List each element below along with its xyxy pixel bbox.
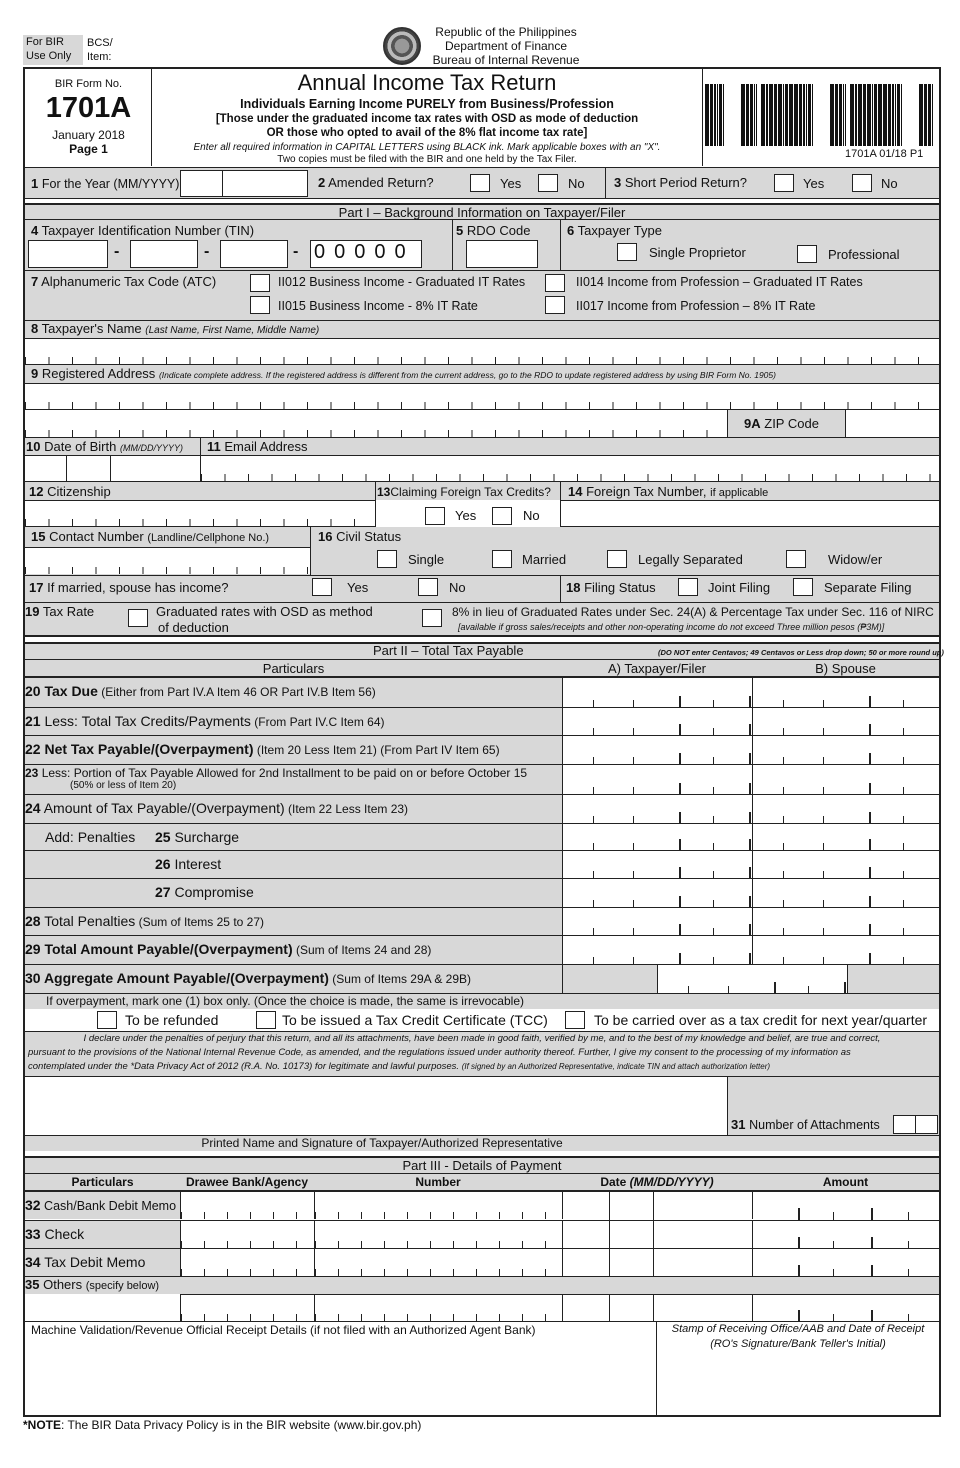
item-9a-num: 9A [744, 416, 761, 431]
privacy-note: : The BIR Data Privacy Policy is in the BIR website (www.bir.gov.ph) [61, 1418, 422, 1432]
amended-no-label: No [568, 176, 585, 191]
eight-percent-note: [available if gross sales/receipts and other non-operating income do not exceed Three million pesos (₱3M)] [458, 622, 885, 632]
item-25-num: 25 [155, 829, 171, 845]
tin-field-1[interactable] [28, 240, 108, 268]
foreign-credits-no-label: No [523, 508, 540, 523]
amended-yes-checkbox[interactable] [470, 174, 490, 192]
graduated-rates-checkbox[interactable] [128, 609, 148, 627]
form-subtitle-3: OR those who opted to avail of the 8% flat income tax rate] [266, 127, 588, 139]
joint-filing-label: Joint Filing [708, 580, 771, 595]
zip-code-input[interactable] [845, 410, 939, 437]
item-12-num: 12 [29, 484, 44, 499]
atc-ii017-label: II017 Income from Profession – 8% IT Rate [576, 299, 816, 313]
net-tax-payable-note: (Item 20 Less Item 21) (From Part IV Item 65) [253, 743, 500, 757]
item-7-num: 7 [31, 274, 39, 289]
rdo-code-input[interactable] [466, 240, 538, 268]
rdo-code-label: RDO Code [466, 223, 531, 238]
civil-status-label: Civil Status [336, 529, 402, 544]
spouse-income-yes-label: Yes [347, 580, 369, 595]
email-input[interactable] [201, 455, 939, 482]
aggregate-amount-note: (Sum of Items 29A & 29B) [328, 972, 472, 986]
part-3-particulars-header: Particulars [71, 1175, 134, 1189]
declaration-line-2: pursuant to the provisions of the National Internal Revenue Code, as amended, and the regulations issued under authority thereof. Further, I give my consent to the processing of my information as [28, 1047, 851, 1058]
amount-payable-taxpayer-input[interactable] [562, 794, 752, 823]
for-the-year-label: For the Year (MM/YYYY) [41, 177, 180, 191]
instructions-2: Two copies must be filed with the BIR and one held by the Tax Filer. [277, 154, 577, 165]
cash-debit-memo-amount-input[interactable] [752, 1191, 939, 1219]
total-amount-payable-note: (Sum of Items 24 and 28) [292, 943, 432, 957]
surcharge-label: Surcharge [170, 829, 240, 845]
tin-label: Taxpayer Identification Number (TIN) [41, 223, 255, 238]
item-15-num: 15 [31, 529, 46, 544]
taxpayer-name-label: Taxpayer's Name [41, 321, 142, 336]
registered-address-label: Registered Address [41, 366, 156, 381]
instructions-1: Enter all required information in CAPITAL LETTERS using BLACK ink. Mark applicable boxes with an "X". [193, 142, 661, 153]
form-number: 1701A [45, 92, 132, 124]
tax-credits-label: Less: Total Tax Credits/Payments [40, 713, 251, 729]
eight-percent-label: 8% in lieu of Graduated Rates under Sec. 24(A) & Percentage Tax under Sec. 116 of NIRC [452, 605, 934, 619]
note-bold: *NOTE [23, 1418, 62, 1432]
tax-due-note: (Either from Part IV.A Item 46 OR Part IV.B Item 56) [97, 685, 376, 699]
total-penalties-taxpayer-input[interactable] [562, 907, 752, 935]
check-bank-input[interactable] [180, 1220, 314, 1248]
particulars-header: Particulars [262, 661, 325, 676]
tin-dash-3: - [293, 243, 299, 260]
amount-payable-label: Amount of Tax Payable/(Overpayment) [40, 800, 285, 816]
tin-dash-1: - [114, 243, 120, 260]
item-23-num: 23 [25, 766, 39, 780]
others-amount-input[interactable] [752, 1294, 939, 1321]
short-period-yes-label: Yes [803, 176, 825, 191]
item-26-num: 26 [155, 856, 171, 872]
tax-due-spouse-input[interactable] [752, 677, 939, 707]
item-35-num: 35 [25, 1277, 40, 1292]
spouse-column-header: B) Spouse [815, 661, 876, 676]
foreign-tax-number-note: if applicable [710, 487, 769, 499]
net-tax-payable-spouse-input[interactable] [752, 735, 939, 764]
foreign-tax-number-input[interactable] [561, 500, 939, 527]
attachments-label: Number of Attachments [749, 1118, 880, 1132]
citizenship-input[interactable] [25, 500, 375, 527]
item-8-num: 8 [31, 321, 39, 336]
compromise-spouse-input[interactable] [752, 878, 939, 907]
aggregate-amount-filler-2 [847, 964, 939, 993]
dob-label: Date of Birth [44, 439, 117, 454]
carry-over-checkbox[interactable] [565, 1011, 585, 1029]
foreign-credits-yes-checkbox[interactable] [425, 507, 445, 525]
declaration-line-3: contemplated under the *Data Privacy Act of 2012 (R.A. No. 10173) for legitimate and lawful purposes. [28, 1061, 460, 1072]
use-only-label: Use Only [26, 50, 72, 62]
stamp-label-2: (RO's Signature/Bank Teller's Initial) [710, 1338, 886, 1350]
legally-separated-label: Legally Separated [638, 552, 743, 567]
second-installment-taxpayer-input[interactable] [562, 764, 752, 794]
stamp-label: Stamp of Receiving Office/AAB and Date of Receipt [671, 1323, 925, 1335]
tcc-label: To be issued a Tax Credit Certificate (TCC) [282, 1012, 548, 1028]
item-13-num: 13 [377, 485, 391, 499]
registered-address-input-2[interactable] [25, 410, 727, 437]
aggregate-amount-filler [562, 964, 657, 993]
item-label: Item: [87, 51, 112, 63]
taxpayer-column-header: A) Taxpayer/Filer [607, 661, 706, 676]
total-penalties-label: Total Penalties [40, 913, 136, 929]
form-subtitle-2: [Those under the graduated income tax rates with OSD as mode of deduction [215, 113, 639, 125]
item-14-num: 14 [568, 484, 583, 499]
item-5-num: 5 [456, 223, 464, 238]
item-34-num: 34 [25, 1254, 41, 1270]
machine-validation-label: Machine Validation/Revenue Official Receipt Details (if not filed with an Authorized Agent Bank) [31, 1323, 536, 1337]
others-label: Others [43, 1277, 83, 1292]
interest-taxpayer-input[interactable] [562, 850, 752, 878]
atc-ii015-checkbox[interactable] [250, 296, 270, 314]
item-17-num: 17 [29, 580, 44, 595]
check-label: Check [40, 1226, 85, 1242]
atc-ii012-label: II012 Business Income - Graduated IT Rates [278, 275, 526, 289]
tin-dash-2: - [204, 243, 210, 260]
aggregate-amount-input[interactable] [657, 964, 847, 993]
atc-ii015-label: II015 Business Income - 8% IT Rate [278, 299, 478, 313]
item-10-num: 10 [26, 439, 41, 454]
item-24-num: 24 [25, 800, 41, 816]
atc-ii014-label: II014 Income from Profession – Graduated IT Rates [576, 275, 863, 289]
item-32-num: 32 [25, 1197, 41, 1213]
spouse-income-yes-checkbox[interactable] [312, 578, 332, 596]
item-4-num: 4 [31, 223, 39, 238]
graduated-rates-label-2: of deduction [158, 620, 229, 635]
amount-header: Amount [822, 1175, 869, 1189]
dof-text: Department of Finance [444, 39, 568, 53]
spouse-income-label: If married, spouse has income? [47, 580, 229, 595]
surcharge-spouse-input[interactable] [752, 823, 939, 850]
married-checkbox[interactable] [492, 550, 512, 568]
widow-label: Widow/er [828, 552, 883, 567]
tcc-checkbox[interactable] [256, 1011, 276, 1029]
atc-label: Alphanumeric Tax Code (ATC) [41, 274, 217, 289]
date-format-header: (MM/DD/YYYY) [629, 1175, 714, 1189]
filing-status-label: Filing Status [584, 580, 656, 595]
cash-debit-memo-number-input[interactable] [314, 1191, 562, 1219]
for-bir-label: For BIR [26, 36, 64, 48]
check-date-input[interactable] [562, 1220, 752, 1248]
short-period-label: Short Period Return? [624, 175, 747, 190]
bir-text: Bureau of Internal Revenue [432, 53, 580, 67]
foreign-credits-yes-label: Yes [455, 508, 477, 523]
total-penalties-spouse-input[interactable] [752, 907, 939, 935]
second-installment-spouse-input[interactable] [752, 764, 939, 794]
item-9-num: 9 [31, 366, 39, 381]
bcs-label: BCS/ [87, 37, 113, 49]
drawee-bank-header: Drawee Bank/Agency [185, 1175, 309, 1189]
cash-debit-memo-label: Cash/Bank Debit Memo [40, 1199, 177, 1213]
tax-credits-spouse-input[interactable] [752, 707, 939, 735]
declaration-line-1: I declare under the penalties of perjury that this return, and all its attachments, have been made in good faith, verified by me, and to the best of my knowledge and belief, are true and correct, [83, 1033, 881, 1044]
item-18-num: 18 [566, 580, 581, 595]
widow-checkbox[interactable] [786, 550, 806, 568]
registered-address-input-1[interactable] [25, 383, 939, 410]
year-input[interactable] [180, 170, 308, 197]
married-label: Married [522, 552, 567, 567]
total-penalties-note: (Sum of Items 25 to 27) [135, 915, 264, 929]
item-16-num: 16 [318, 529, 333, 544]
number-header: Number [415, 1175, 461, 1189]
item-3-num: 3 [614, 175, 622, 190]
second-installment-note: (50% or less of Item 20) [70, 780, 177, 791]
dob-format-note: (MM/DD/YYYY) [119, 443, 183, 453]
email-label: Email Address [224, 439, 308, 454]
citizenship-label: Citizenship [47, 484, 111, 499]
amended-yes-label: Yes [500, 176, 522, 191]
total-amount-payable-label: Total Amount Payable/(Overpayment) [40, 941, 293, 957]
atc-ii012-checkbox[interactable] [250, 274, 270, 292]
tax-rate-label: Tax Rate [42, 604, 95, 619]
contact-number-label: Contact Number [49, 529, 144, 544]
compromise-label: Compromise [170, 884, 254, 900]
foreign-tax-credits-label: Claiming Foreign Tax Credits? [390, 485, 551, 499]
others-number-input[interactable] [314, 1294, 562, 1321]
part-2-title: Part II – Total Tax Payable [373, 643, 524, 658]
professional-label: Professional [828, 247, 900, 262]
short-period-no-label: No [881, 176, 898, 191]
tax-due-label: Tax Due [40, 683, 98, 699]
check-number-input[interactable] [314, 1220, 562, 1248]
amount-payable-note: (Item 22 Less Item 23) [284, 802, 409, 816]
item-33-num: 33 [25, 1226, 41, 1242]
item-28-num: 28 [25, 913, 41, 929]
tin-branch-code: 00000 [314, 241, 415, 263]
others-label-row [25, 1276, 939, 1294]
short-period-yes-checkbox[interactable] [774, 174, 794, 192]
net-tax-payable-taxpayer-input[interactable] [562, 735, 752, 764]
refund-checkbox[interactable] [97, 1011, 117, 1029]
tax-debit-memo-date-input[interactable] [562, 1248, 752, 1276]
tax-debit-memo-label: Tax Debit Memo [40, 1254, 146, 1270]
taxpayer-type-label: Taxpayer Type [577, 223, 662, 238]
check-amount-input[interactable] [752, 1220, 939, 1248]
spouse-income-no-label: No [449, 580, 466, 595]
signature-area[interactable] [25, 1076, 727, 1135]
row-interest [25, 850, 562, 878]
foreign-tax-number-label: Foreign Tax Number, [586, 484, 707, 499]
graduated-rates-label: Graduated rates with OSD as method [156, 604, 373, 619]
row-compromise [25, 878, 562, 907]
centavos-note: (DO NOT enter Centavos; 49 Centavos or Less drop down; 50 or more round up) [658, 648, 944, 657]
form-date: January 2018 [52, 128, 125, 142]
net-tax-payable-label: Net Tax Payable/(Overpayment) [40, 741, 254, 757]
single-label: Single [408, 552, 445, 567]
cash-debit-memo-date-input[interactable] [562, 1191, 752, 1219]
atc-ii014-checkbox[interactable] [545, 274, 565, 292]
amount-payable-spouse-input[interactable] [752, 794, 939, 823]
separate-filing-checkbox[interactable] [793, 578, 813, 596]
item-1-num: 1 [31, 176, 39, 191]
contact-number-note: (Landline/Cellphone No.) [147, 532, 270, 544]
item-2-num: 2 [318, 175, 326, 190]
form-title: Annual Income Tax Return [297, 70, 557, 95]
others-note: (specify below) [85, 1280, 160, 1292]
taxpayer-name-note: (Last Name, First Name, Middle Name) [145, 325, 320, 336]
barcode-image [705, 84, 935, 146]
republic-text: Republic of the Philippines [435, 25, 577, 39]
aggregate-amount-label: Aggregate Amount Payable/(Overpayment) [40, 970, 329, 986]
legally-separated-checkbox[interactable] [607, 550, 627, 568]
bir-seal-logo [383, 27, 421, 65]
form-no-label: BIR Form No. [54, 78, 123, 90]
tax-credits-note: (From Part IV.C Item 64) [250, 715, 385, 729]
declaration-note: (If signed by an Authorized Representative, indicate TIN and attach authorization letter) [461, 1062, 771, 1071]
joint-filing-checkbox[interactable] [678, 578, 698, 596]
tax-credits-taxpayer-input[interactable] [562, 707, 752, 735]
item-29-num: 29 [25, 941, 41, 957]
interest-label: Interest [170, 856, 222, 872]
item-22-num: 22 [25, 741, 41, 757]
compromise-taxpayer-input[interactable] [562, 878, 752, 907]
item-6-num: 6 [567, 223, 575, 238]
item-11-num: 11 [207, 439, 221, 454]
overpayment-instruction: If overpayment, mark one (1) box only. (Once the choice is made, the same is irrevocable) [46, 994, 524, 1008]
carry-over-label: To be carried over as a tax credit for next year/quarter [594, 1012, 928, 1028]
separate-filing-label: Separate Filing [824, 580, 912, 595]
interest-spouse-input[interactable] [752, 850, 939, 878]
atc-ii017-checkbox[interactable] [545, 296, 565, 314]
add-penalties-label: Add: Penalties [45, 829, 136, 845]
tax-due-taxpayer-input[interactable] [562, 677, 752, 707]
part-1-title: Part I – Background Information on Taxpayer/Filer [25, 203, 939, 220]
registered-address-note: (Indicate complete address. If the registered address is different from the current address, go to the RDO to update registered address by using BIR Form No. 1905) [158, 370, 776, 380]
tax-debit-memo-bank-input[interactable] [180, 1248, 314, 1276]
short-period-no-checkbox[interactable] [852, 174, 872, 192]
total-amount-payable-spouse-input[interactable] [752, 935, 939, 964]
tin-field-2[interactable] [130, 240, 198, 268]
item-27-num: 27 [155, 884, 171, 900]
barcode-code: 1701A 01/18 P1 [845, 148, 924, 160]
surcharge-taxpayer-input[interactable] [562, 823, 752, 850]
item-19-num: 19 [25, 604, 40, 619]
foreign-credits-no-checkbox[interactable] [492, 507, 512, 525]
amended-return-label: Amended Return? [328, 175, 434, 190]
part-3-title: Part III - Details of Payment [402, 1158, 562, 1173]
cash-debit-memo-bank-input[interactable] [180, 1191, 314, 1219]
contact-number-input[interactable] [25, 547, 310, 574]
item-31-num: 31 [731, 1117, 746, 1132]
single-proprietor-checkbox[interactable] [617, 243, 637, 261]
page-number: Page 1 [69, 142, 108, 156]
eight-percent-checkbox[interactable] [422, 609, 442, 627]
taxpayer-name-input[interactable] [25, 338, 939, 365]
professional-checkbox[interactable] [797, 245, 817, 263]
item-20-num: 20 [25, 683, 41, 699]
others-date-input[interactable] [562, 1294, 752, 1321]
amended-no-checkbox[interactable] [538, 174, 558, 192]
item-30-num: 30 [25, 970, 41, 986]
refund-label: To be refunded [125, 1012, 219, 1028]
zip-code-label: ZIP Code [764, 416, 819, 431]
others-bank-input[interactable] [180, 1294, 314, 1321]
second-installment-label: Less: Portion of Tax Payable Allowed for 2nd Installment to be paid on or before October 15 [38, 766, 528, 780]
form-subtitle: Individuals Earning Income PURELY from Business/Profession [240, 97, 614, 111]
single-proprietor-label: Single Proprietor [649, 245, 746, 260]
tin-field-3[interactable] [220, 240, 288, 268]
dob-input[interactable] [25, 455, 200, 482]
item-21-num: 21 [25, 713, 41, 729]
spouse-income-no-checkbox[interactable] [418, 578, 438, 596]
single-checkbox[interactable] [377, 550, 397, 568]
signature-caption: Printed Name and Signature of Taxpayer/Authorized Representative [25, 1135, 939, 1151]
tax-debit-memo-amount-input[interactable] [752, 1248, 939, 1276]
tax-debit-memo-number-input[interactable] [314, 1248, 562, 1276]
total-amount-payable-taxpayer-input[interactable] [562, 935, 752, 964]
date-header: Date [600, 1175, 627, 1189]
